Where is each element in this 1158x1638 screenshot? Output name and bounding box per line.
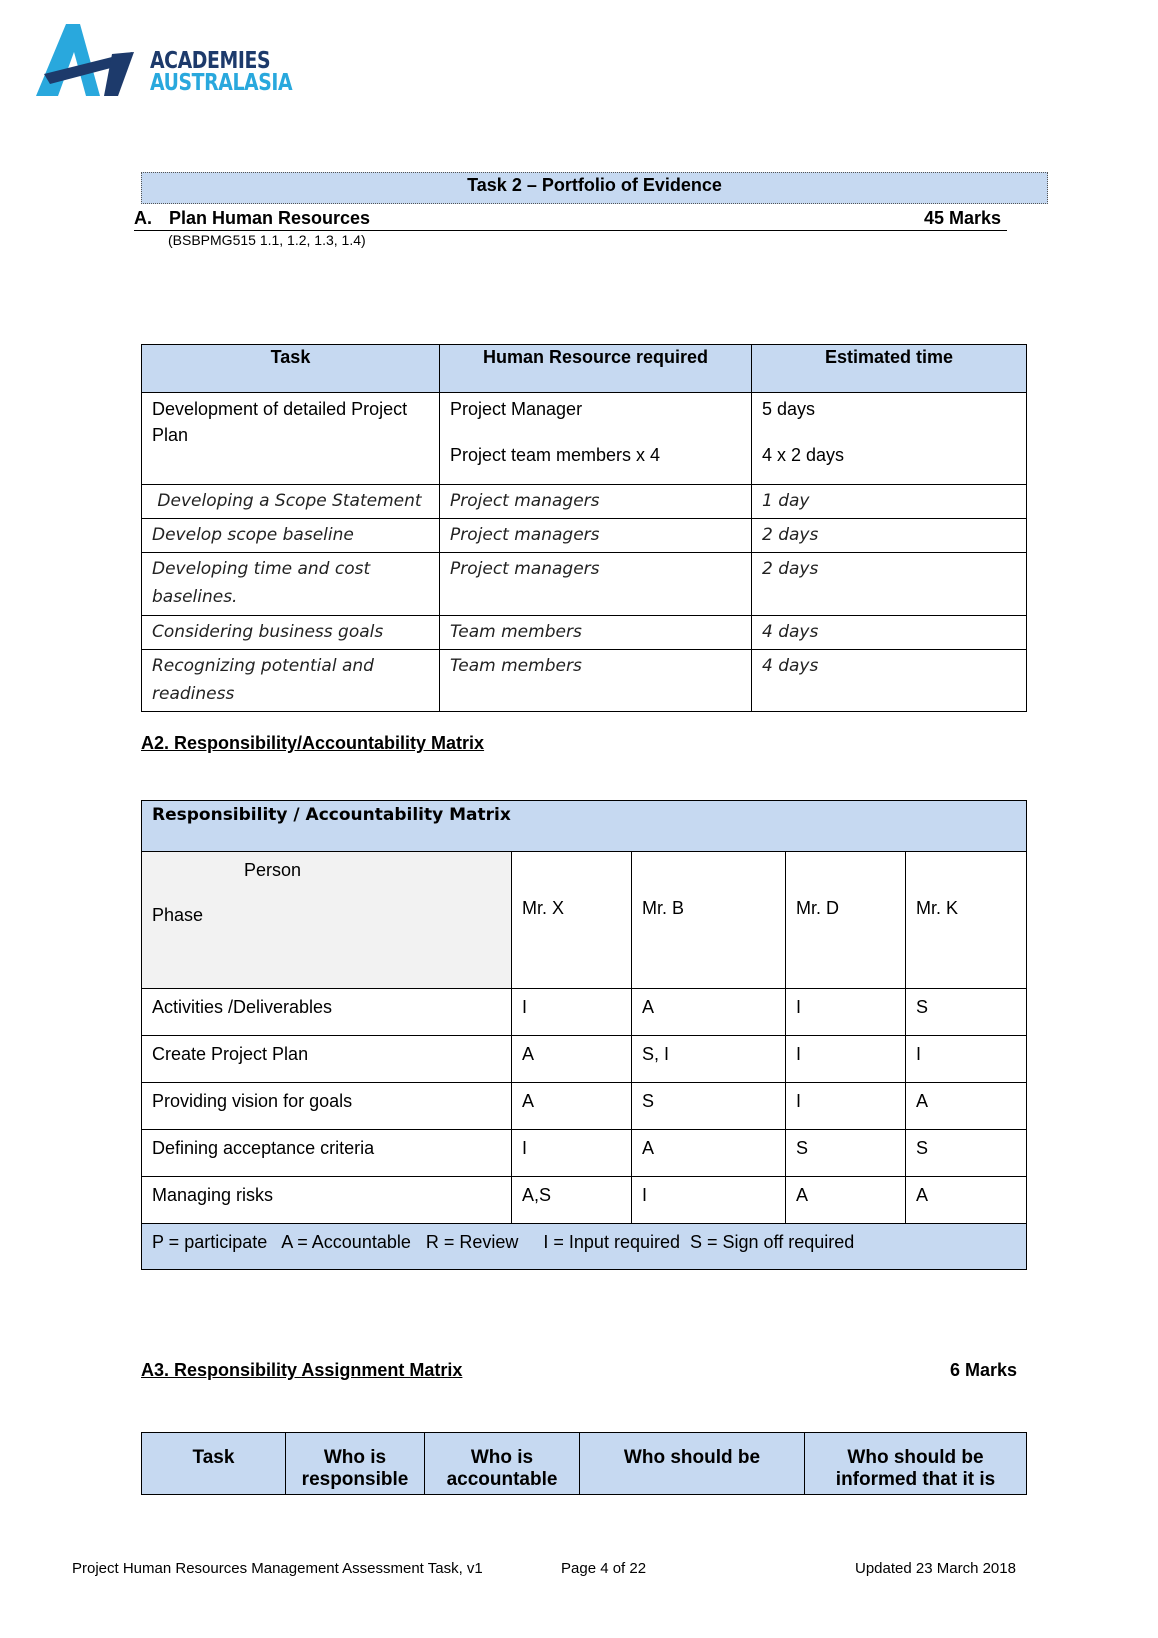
section-a-units: (BSBPMG515 1.1, 1.2, 1.3, 1.4) (168, 232, 366, 248)
table-row (142, 650, 1027, 712)
matrix-cell: A (786, 1177, 906, 1224)
logo-line-2: AUSTRALASIA (150, 70, 293, 96)
section-a-marks: 45 Marks (923, 208, 1001, 228)
a3-heading: A3. Responsibility Assignment Matrix (141, 1360, 463, 1380)
a3-marks: 6 Marks (950, 1360, 1018, 1380)
hr-cell: Team members (440, 650, 752, 712)
task-cell: Recognizing potential and readiness (142, 650, 440, 712)
footer-updated: Updated 23 March 2018 (855, 1560, 1016, 1577)
column-header: Task (142, 345, 440, 393)
table-row (142, 1130, 1027, 1177)
matrix-cell: I (512, 1130, 632, 1177)
footer-left: Project Human Resources Management Assessment Task, v1 (72, 1560, 483, 1577)
table-header-row (142, 345, 1027, 393)
matrix-cell: A (906, 1177, 1027, 1224)
time-value: 5 days (762, 399, 816, 419)
matrix-header-row (142, 852, 1027, 989)
table-row (142, 1036, 1027, 1083)
time-value: 4 x 2 days (762, 445, 845, 465)
column-header: Estimated time (752, 345, 1027, 393)
time-cell: 4 days (752, 616, 1027, 650)
section-a-letter: A. (134, 208, 152, 228)
matrix-cell: I (632, 1177, 786, 1224)
table-row (142, 989, 1027, 1036)
matrix-cell: A (512, 1036, 632, 1083)
hr-cell: Project managers (440, 553, 752, 616)
time-cell: 2 days (752, 519, 1027, 553)
table-row (142, 393, 1027, 485)
hr-cell: Project managers (440, 485, 752, 519)
phase-cell: Activities /Deliverables (142, 989, 512, 1036)
matrix-cell: S, I (632, 1036, 786, 1083)
phase-cell: Create Project Plan (142, 1036, 512, 1083)
matrix-cell: I (786, 989, 906, 1036)
matrix-legend: P = participate A = Accountable R = Review I = Input required S = Sign off required (142, 1224, 1027, 1270)
person-header: Mr. B (632, 852, 786, 989)
person-header: Mr. X (512, 852, 632, 989)
table-row (142, 553, 1027, 616)
matrix-cell: A (632, 989, 786, 1036)
time-cell: 1 day (752, 485, 1027, 519)
column-header: Who should be (580, 1433, 805, 1495)
matrix-cell: A (906, 1083, 1027, 1130)
logo-line-1: ACADEMIES (150, 48, 271, 74)
phase-cell: Managing risks (142, 1177, 512, 1224)
task-cell: Considering business goals (142, 616, 440, 650)
table-row (142, 485, 1027, 519)
time-cell (752, 393, 1027, 485)
phase-label: Phase (152, 905, 204, 925)
section-a-title: Plan Human Resources (169, 208, 371, 228)
column-header: Who should be informed that it is (805, 1433, 1027, 1495)
matrix-cell: I (786, 1036, 906, 1083)
hr-cell (440, 393, 752, 485)
person-header: Mr. D (786, 852, 906, 989)
hr-cell: Project managers (440, 519, 752, 553)
table-row (142, 616, 1027, 650)
task-cell: Develop scope baseline (142, 519, 440, 553)
section-a-heading (134, 208, 1007, 231)
matrix-cell: A,S (512, 1177, 632, 1224)
time-cell: 2 days (752, 553, 1027, 616)
matrix-cell: S (906, 989, 1027, 1036)
table-row (142, 1083, 1027, 1130)
task-cell: Developing time and cost baselines. (142, 553, 440, 616)
matrix-cell: S (632, 1083, 786, 1130)
table-row (142, 519, 1027, 553)
matrix-cell: A (512, 1083, 632, 1130)
matrix-cell: S (906, 1130, 1027, 1177)
phase-cell: Defining acceptance criteria (142, 1130, 512, 1177)
matrix-cell: I (906, 1036, 1027, 1083)
a2-heading: A2. Responsibility/Accountability Matrix (141, 733, 485, 753)
column-header: Human Resource required (440, 345, 752, 393)
logo-mark-icon (36, 22, 156, 106)
responsibility-matrix-table (141, 800, 1027, 1270)
table-row (142, 1177, 1027, 1224)
phase-cell: Providing vision for goals (142, 1083, 512, 1130)
column-header: Task (142, 1433, 286, 1495)
task-cell: Developing a Scope Statement (142, 485, 440, 519)
column-header: Who is responsible (286, 1433, 425, 1495)
person-phase-cell (142, 852, 512, 989)
legend-row (142, 1224, 1027, 1270)
hr-cell: Team members (440, 616, 752, 650)
matrix-title-row (142, 801, 1027, 852)
hr-requirements-table (141, 344, 1027, 712)
hr-value: Project team members x 4 (450, 445, 661, 465)
time-cell: 4 days (752, 650, 1027, 712)
matrix-cell: I (786, 1083, 906, 1130)
person-header: Mr. K (906, 852, 1027, 989)
matrix-cell: S (786, 1130, 906, 1177)
hr-value: Project Manager (450, 399, 583, 419)
matrix-cell: I (512, 989, 632, 1036)
responsibility-assignment-table (141, 1432, 1027, 1495)
column-header: Who is accountable (425, 1433, 580, 1495)
table-header-row (142, 1433, 1027, 1495)
task-cell: Development of detailed Project Plan (142, 393, 440, 485)
task-header: Task 2 – Portfolio of Evidence (141, 172, 1048, 204)
person-label: Person (244, 860, 302, 880)
footer-page-number: Page 4 of 22 (561, 1560, 647, 1577)
matrix-cell: A (632, 1130, 786, 1177)
logo-text (150, 50, 323, 94)
matrix-title: Responsibility / Accountability Matrix (142, 801, 1027, 852)
